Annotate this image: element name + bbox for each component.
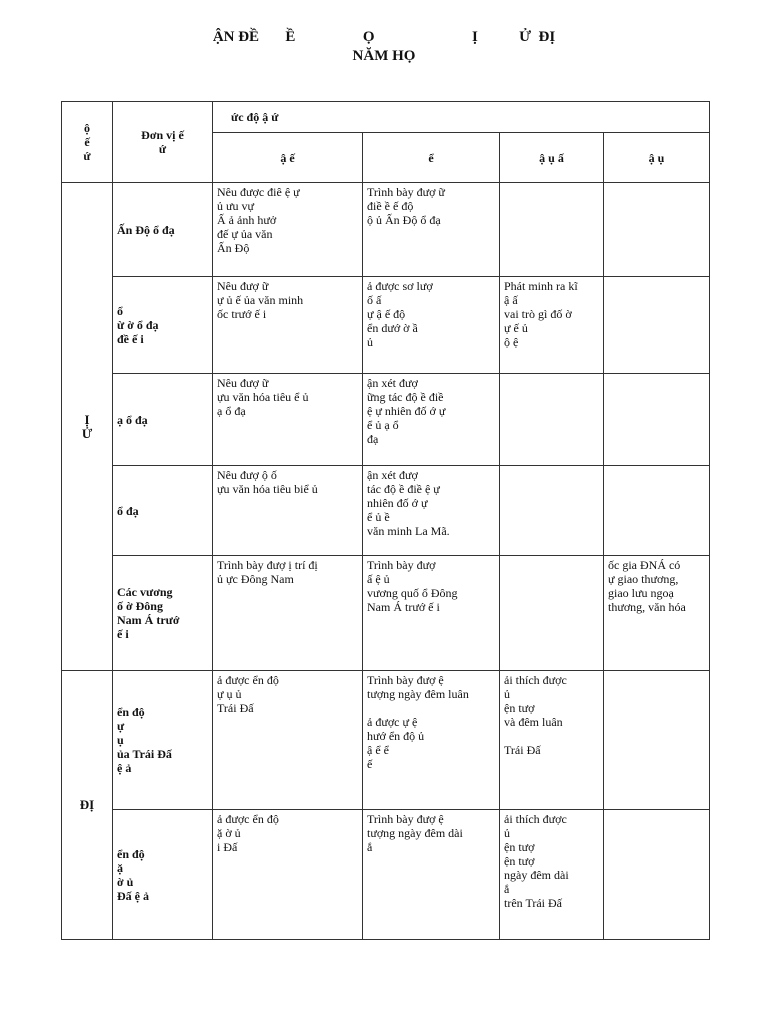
title-line-1: ẬN ĐỀ Ề Ọ Ị Ử ĐỊ [212, 29, 556, 45]
header-level-2: ể [363, 133, 500, 183]
unit-cell: Ấn Độ ổ đạ [113, 183, 213, 277]
table-row [62, 277, 710, 374]
level-4-cell [604, 466, 710, 556]
unit-cell: ổ ừ ờ ổ đạ đề ế i [113, 277, 213, 374]
level-1-cell: ả được ển độ ự ụ ủ Trái Đấ [213, 671, 363, 810]
header-unit: Đơn vị ế ứ [113, 102, 213, 183]
level-4-cell: ốc gia ĐNÁ có ự giao thương, giao lưu ngoạ thương, văn hóa [604, 556, 710, 671]
level-1-cell: Nêu đượ ữ ự ủ ế ủa văn minh ốc trướ ế i [213, 277, 363, 374]
level-2-cell: Trình bày đượ ữ điề ề ế độ ộ ủ Ấn Độ ổ đạ [363, 183, 500, 277]
unit-cell: ổ đạ [113, 466, 213, 556]
level-1-cell: Nêu đượ ộ ố ựu văn hóa tiêu biể ủ [213, 466, 363, 556]
level-3-cell: Phát minh ra kĩ ậ ấ vai trò gì đố ờ ự ế ủ ộ ệ [500, 277, 604, 374]
level-4-cell [604, 810, 710, 940]
table-row [62, 671, 710, 810]
level-3-cell [500, 183, 604, 277]
unit-cell: ạ ổ đạ [113, 374, 213, 466]
level-2-cell: ận xét đượ ững tác độ ề điề ệ ự nhiên đố ớ ự ể ủ ạ ổ đạ [363, 374, 500, 466]
header-topic: ộ ế ứ [62, 102, 113, 183]
unit-cell: ển độ ặ ờ ủ Đấ ệ ả [113, 810, 213, 940]
table-row [62, 466, 710, 556]
header-level-4: ậ ụ [604, 133, 710, 183]
level-4-cell [604, 374, 710, 466]
level-3-cell [500, 466, 604, 556]
matrix-table [61, 101, 710, 940]
table-row [62, 183, 710, 277]
level-3-cell [500, 374, 604, 466]
level-2-cell: ả được sơ lượ ố ấ ự ậ ế độ ển dướ ờ ầ ủ [363, 277, 500, 374]
level-4-cell [604, 277, 710, 374]
level-3-cell [500, 556, 604, 671]
table-row [62, 810, 710, 940]
header-level-3: ậ ụ ấ [500, 133, 604, 183]
topic-history: Ị Ử [62, 183, 113, 671]
level-1-cell: ả được ển độ ặ ờ ủ i Đấ [213, 810, 363, 940]
level-3-cell: ải thích được ủ ện tượ ện tượ ngày đêm dài ắ trên Trái Đấ [500, 810, 604, 940]
title-line-2: NĂM HỌ [352, 48, 416, 64]
topic-geography: ĐỊ [62, 671, 113, 940]
unit-cell: Các vương ố ờ Đông Nam Á trướ ế i [113, 556, 213, 671]
level-2-cell: Trình bày đượ ấ ệ ủ vương quố ổ Đông Nam Á trướ ế i [363, 556, 500, 671]
header-level-1: ậ ế [213, 133, 363, 183]
header-levels: ức độ ậ ứ [213, 102, 710, 133]
unit-cell: ển độ ự ụ ủa Trái Đấ ệ ả [113, 671, 213, 810]
table-row [62, 556, 710, 671]
document-title [0, 28, 768, 66]
level-2-cell: Trình bày đượ ệ tượng ngày đêm luân ả được ự ệ hướ ển độ ủ ậ ể ể ế [363, 671, 500, 810]
level-2-cell: ận xét đượ tác độ ề điề ệ ự nhiên đố ớ ự ể ủ ề văn minh La Mã. [363, 466, 500, 556]
level-4-cell [604, 671, 710, 810]
level-2-cell: Trình bày đượ ệ tượng ngày đêm dài ắ [363, 810, 500, 940]
level-1-cell: Nêu được điê ệ ự ủ ưu vự Ấ ả ảnh hưở đế ự ủa văn Ấn Độ [213, 183, 363, 277]
table-row [62, 374, 710, 466]
level-3-cell: ải thích được ủ ện tượ và đêm luân Trái Đấ [500, 671, 604, 810]
level-1-cell: Nêu đượ ữ ựu văn hóa tiêu ể ủ ạ ổ đạ [213, 374, 363, 466]
level-4-cell [604, 183, 710, 277]
level-1-cell: Trình bày đượ ị trí đị ủ ực Đông Nam [213, 556, 363, 671]
